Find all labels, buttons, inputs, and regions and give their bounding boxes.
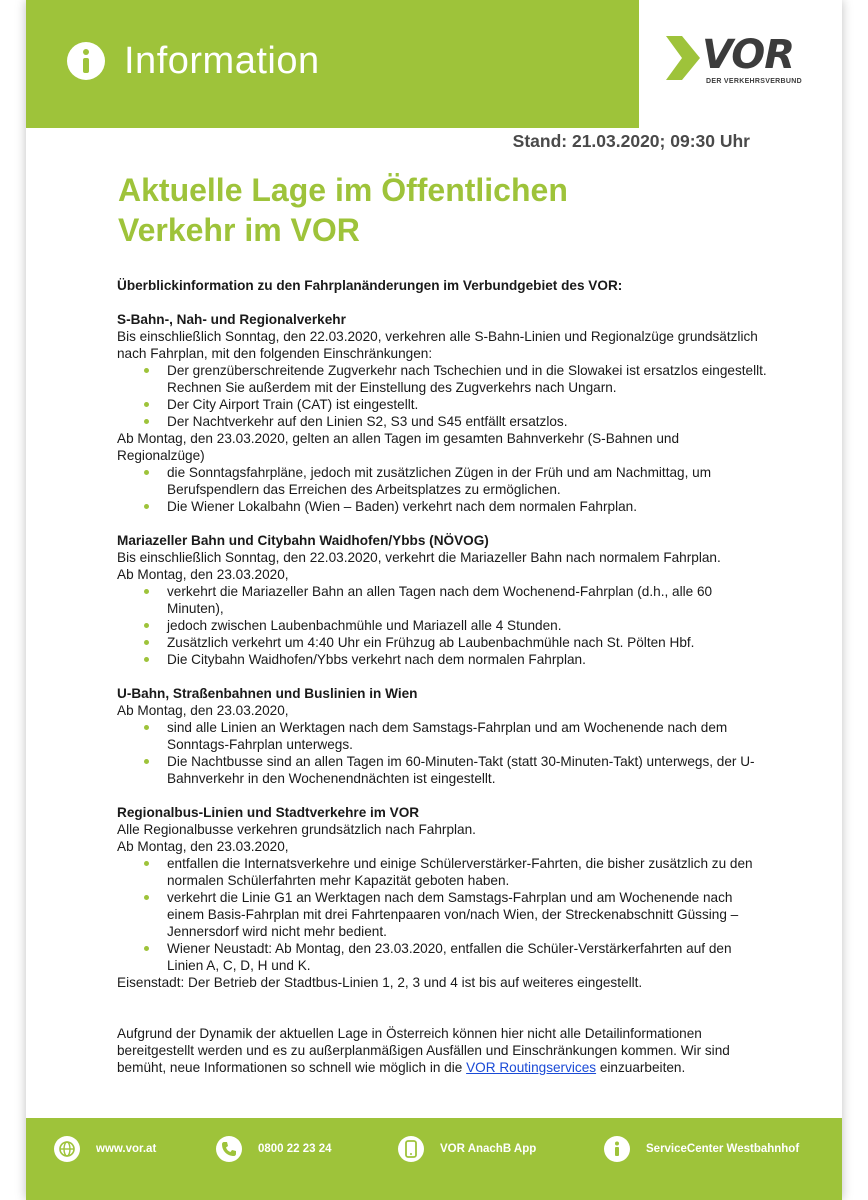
list-item: Der City Airport Train (CAT) ist eingestellt. <box>167 396 767 413</box>
footer-app[interactable] <box>398 1135 536 1163</box>
phone-icon <box>216 1136 242 1162</box>
footer <box>26 1118 842 1200</box>
list-item: sind alle Linien an Werktagen nach dem Samstags-Fahrplan und am Wochenende nach dem Sonntags-Fahrplan unterwegs. <box>167 719 767 753</box>
page-title <box>118 170 758 250</box>
section-intro: Ab Montag, den 23.03.2020, gelten an allen Tagen im gesamten Bahnverkehr (S-Bahnen und Regionalzüge) <box>117 431 680 463</box>
vor-logo <box>666 34 816 94</box>
bullet-list <box>117 855 767 974</box>
header-title: Information <box>124 40 320 82</box>
globe-icon <box>54 1136 80 1162</box>
logo-subtitle: DER VERKEHRSVERBUND <box>706 78 802 85</box>
bullet-list <box>117 464 767 515</box>
section-intro: Ab Montag, den 23.03.2020, <box>117 703 289 718</box>
list-item: verkehrt die Mariazeller Bahn an allen Tagen nach dem Wochenend-Fahrplan (d.h., alle 60 Minuten), <box>167 583 767 617</box>
list-item: die Sonntagsfahrpläne, jedoch mit zusätzlichen Zügen in der Früh und am Nachmittag, um Berufspendlern das Erreichen des Arbeitsplatzes zu ermöglichen. <box>167 464 767 498</box>
list-item: Der grenzüberschreitende Zugverkehr nach Tschechien und in die Slowakei ist ersatzlos eingestellt. Rechnen Sie außerdem mit der Einstellung des Zugverkehrs nach Ungarn. <box>167 363 767 395</box>
bullet-list <box>117 583 767 668</box>
info-icon <box>67 42 105 80</box>
section-heading: Mariazeller Bahn und Citybahn Waidhofen/Ybbs (NÖVOG) <box>117 533 489 548</box>
header-band <box>26 0 639 128</box>
closing-text: Aufgrund der Dynamik der aktuellen Lage in Österreich können hier nicht alle Detailinformationen bereitgestellt werden und es zu außerplanmäßigen Ausfällen und Einschränkungen kommen. Wir sind bemüht, neue Informationen so schnell wie möglich in die <box>117 1026 730 1075</box>
section-intro: Alle Regionalbusse verkehren grundsätzlich nach Fahrplan. <box>117 822 476 837</box>
overview-heading: Überblickinformation zu den Fahrplanänderungen im Verbundgebiet des VOR: <box>117 278 623 293</box>
list-item: Die Nachtbusse sind an allen Tagen im 60-Minuten-Takt (statt 30-Minuten-Takt) unterwegs, der U-Bahnverkehr in den Wochenendnächten ist eingestellt. <box>167 753 767 787</box>
section-intro: Ab Montag, den 23.03.2020, <box>117 567 289 582</box>
list-item: Die Citybahn Waidhofen/Ybbs verkehrt nach dem normalen Fahrplan. <box>167 651 767 668</box>
footer-website-label: www.vor.at <box>96 1143 157 1155</box>
list-item: Wiener Neustadt: Ab Montag, den 23.03.2020, entfallen die Schüler-Verstärkerfahrten auf den Linien A, C, D, H und K. <box>167 940 767 974</box>
closing-after: einzuarbeiten. <box>596 1060 686 1075</box>
chevron-logo-icon <box>666 36 700 80</box>
section-intro: Bis einschließlich Sonntag, den 22.03.2020, verkehren alle S-Bahn-Linien und Regionalzüge grundsätzlich nach Fahrplan, mit den folgenden Einschränkungen: <box>117 329 758 361</box>
section-heading: Regionalbus-Linien und Stadtverkehre im VOR <box>117 805 420 820</box>
list-item: entfallen die Internatsverkehre und einige Schülerverstärker-Fahrten, die bisher zusätzlich zu den normalen Schülerfahrten mehr Kapazität geboten haben. <box>167 855 767 889</box>
title-line: Verkehr im VOR <box>118 212 360 248</box>
section-noevog <box>117 532 767 668</box>
document-page <box>26 0 842 1200</box>
bullet-list <box>117 362 767 430</box>
section-intro: Ab Montag, den 23.03.2020, <box>117 839 289 854</box>
header <box>26 0 842 128</box>
section-wien <box>117 685 767 787</box>
footer-service[interactable] <box>604 1135 799 1163</box>
bullet-list <box>117 719 767 787</box>
list-item: Der Nachtverkehr auf den Linien S2, S3 und S45 entfällt ersatzlos. <box>167 413 767 430</box>
section-heading: U-Bahn, Straßenbahnen und Buslinien in Wien <box>117 686 418 701</box>
footer-service-label: ServiceCenter Westbahnhof <box>646 1143 800 1155</box>
main-content <box>117 277 767 1076</box>
info-icon <box>604 1136 630 1162</box>
stand-date: Stand: 21.03.2020; 09:30 Uhr <box>512 131 750 151</box>
section-outro: Eisenstadt: Der Betrieb der Stadtbus-Linien 1, 2, 3 und 4 ist bis auf weiteres eingestellt. <box>117 975 643 990</box>
smartphone-icon <box>398 1136 424 1162</box>
list-item: verkehrt die Linie G1 an Werktagen nach dem Samstags-Fahrplan und am Wochenende nach einem Basis-Fahrplan mit drei Fahrtenpaaren von/nach Wien, der Streckenabschnitt Güssing – Jennersdorf wird nicht mehr bedient. <box>167 889 767 940</box>
section-s-bahn <box>117 311 767 515</box>
footer-phone-label: 0800 22 23 24 <box>258 1143 332 1155</box>
list-item: jedoch zwischen Laubenbachmühle und Mariazell alle 4 Stunden. <box>167 617 767 634</box>
list-item: Zusätzlich verkehrt um 4:40 Uhr ein Frühzug ab Laubenbachmühle nach St. Pölten Hbf. <box>167 634 767 651</box>
footer-app-label: VOR AnachB App <box>440 1143 537 1155</box>
title-line: Aktuelle Lage im Öffentlichen <box>118 172 568 208</box>
section-regionalbus <box>117 804 767 991</box>
list-item: Die Wiener Lokalbahn (Wien – Baden) verkehrt nach dem normalen Fahrplan. <box>167 498 767 515</box>
closing-paragraph <box>117 1025 767 1076</box>
section-heading: S-Bahn-, Nah- und Regionalverkehr <box>117 312 346 327</box>
section-intro: Bis einschließlich Sonntag, den 22.03.2020, verkehrt die Mariazeller Bahn nach normalem Fahrplan. <box>117 550 721 565</box>
vor-routingservices-link[interactable]: VOR Routingservices <box>466 1060 597 1075</box>
footer-website[interactable] <box>54 1135 156 1163</box>
footer-phone[interactable] <box>216 1135 332 1163</box>
logo-word: VOR <box>702 32 795 78</box>
